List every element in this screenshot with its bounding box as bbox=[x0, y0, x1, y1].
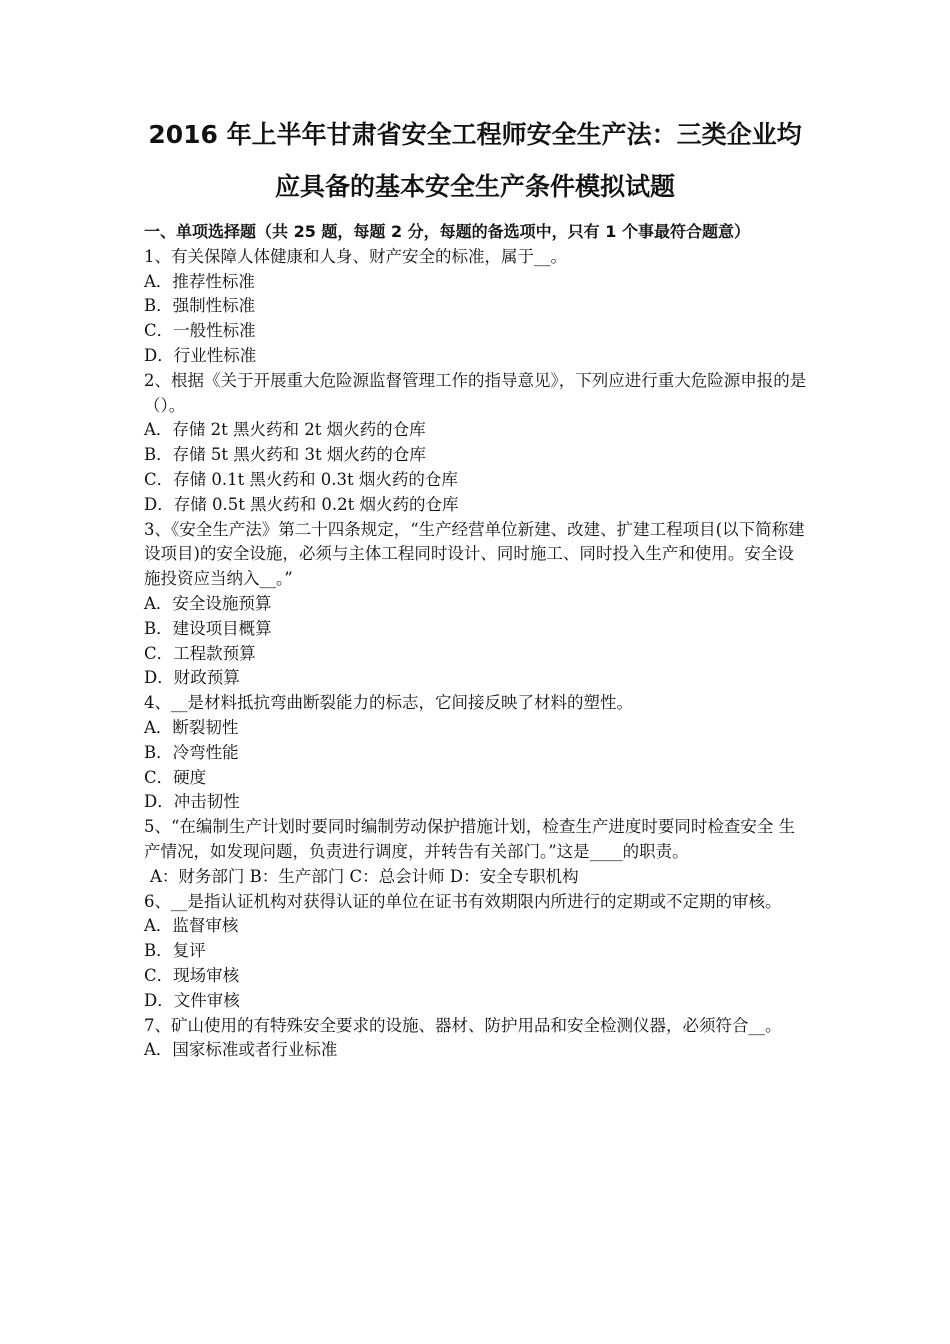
answer-option: D．文件审核 bbox=[144, 990, 240, 1010]
question-stem: 6、__是指认证机构对获得认证的单位在证书有效期限内所进行的定期或不定期的审核。 bbox=[144, 891, 782, 911]
question-stem: 2、根据《关于开展重大危险源监督管理工作的指导意见》，下列应进行重大危险源申报的是（）。 bbox=[144, 370, 807, 415]
answer-option: C．硬度 bbox=[144, 767, 207, 787]
question-stem: 4、__是材料抵抗弯曲断裂能力的标志，它间接反映了材料的塑性。 bbox=[144, 693, 633, 713]
answer-option: A．断裂韧性 bbox=[144, 717, 239, 737]
answer-option: A．国家标准或者行业标准 bbox=[144, 1040, 338, 1060]
answer-option: A．安全设施预算 bbox=[144, 593, 272, 613]
answer-option: D．存储 0.5t 黑火药和 0.2t 烟火药的仓库 bbox=[144, 494, 459, 514]
question-stem: 1、有关保障人体健康和人身、财产安全的标准，属于__。 bbox=[144, 246, 567, 266]
document-title-line-2: 应具备的基本安全生产条件模拟试题 bbox=[274, 172, 675, 201]
answer-option: C．存储 0.1t 黑火药和 0.3t 烟火药的仓库 bbox=[144, 469, 458, 489]
answer-options-inline: A：财务部门 B：生产部门 C：总会计师 D：安全专职机构 bbox=[150, 866, 579, 886]
answer-option: C．一般性标准 bbox=[144, 321, 256, 341]
answer-option: D．财政预算 bbox=[144, 668, 240, 688]
question-stem: 5、“在编制生产计划时要同时编制劳动保护措施计划，检查生产进度时要同时检查安全 生产情况，如发现问题，负责进行调度，并转告有关部门。”这是____的职责。 bbox=[144, 817, 796, 861]
section-heading: 一、单项选择题（共 25 题，每题 2 分，每题的备选项中，只有 1 个事最符合题意） bbox=[144, 222, 750, 241]
answer-option: B．冷弯性能 bbox=[144, 742, 239, 762]
answer-option: C．工程款预算 bbox=[144, 643, 256, 663]
answer-option: A．推荐性标准 bbox=[144, 271, 255, 291]
document-body bbox=[144, 220, 808, 1063]
answer-option: D．冲击韧性 bbox=[144, 792, 240, 812]
question-stem: 7、矿山使用的有特殊安全要求的设施、器材、防护用品和安全检测仪器，必须符合__。 bbox=[144, 1015, 782, 1035]
answer-option: B．强制性标准 bbox=[144, 296, 256, 316]
answer-option: C．现场审核 bbox=[144, 965, 240, 985]
answer-option: A．监督审核 bbox=[144, 916, 239, 936]
document-title-line-1: 2016 年上半年甘肃省安全工程师安全生产法：三类企业均 bbox=[148, 120, 802, 149]
question-stem: 3、《安全生产法》第二十四条规定，“生产经营单位新建、改建、扩建工程项目(以下简称建设项目)的安全设施，必须与主体工程同时设计、同时施工、同时投入生产和使用。安全设施投资应当纳入__。” bbox=[144, 519, 805, 589]
answer-option: B．复评 bbox=[144, 941, 206, 961]
answer-option: A．存储 2t 黑火药和 2t 烟火药的仓库 bbox=[144, 420, 426, 440]
answer-option: B．存储 5t 黑火药和 3t 烟火药的仓库 bbox=[144, 445, 426, 465]
answer-option: D．行业性标准 bbox=[144, 345, 257, 365]
answer-option: B．建设项目概算 bbox=[144, 618, 272, 638]
